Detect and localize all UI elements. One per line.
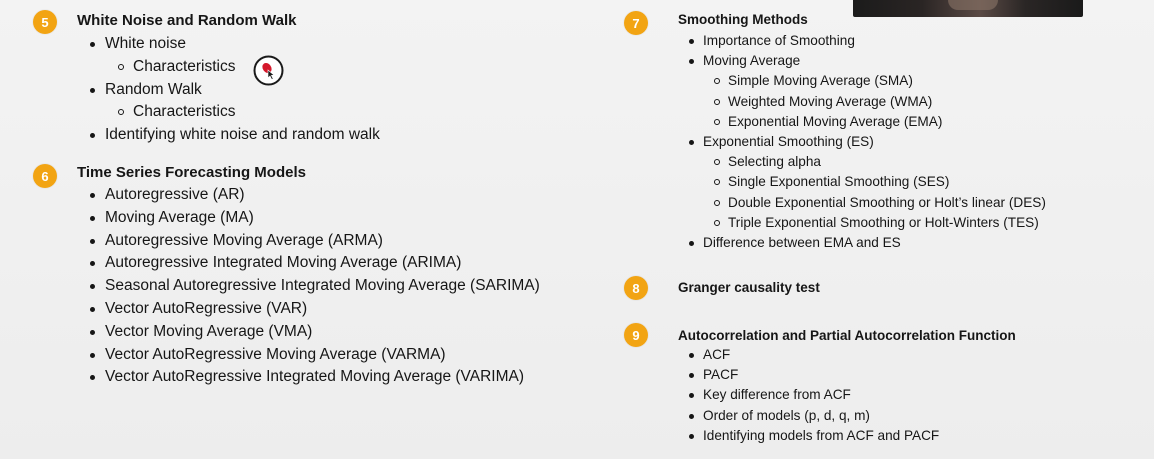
list-item (678, 51, 1046, 132)
webcam-overlay (853, 0, 1083, 17)
list-item-label: Autoregressive Moving Average (ARMA) (105, 231, 383, 249)
section-title: Time Series Forecasting Models (77, 164, 306, 181)
section-number-badge: 7 (624, 11, 648, 35)
sub-list (105, 101, 380, 124)
sub-list (105, 56, 380, 79)
list-item-label: Moving Average (703, 53, 801, 69)
section-number-badge: 6 (33, 164, 57, 188)
list-item-label: PACF (703, 367, 739, 383)
highlight-pointer-icon (253, 55, 284, 86)
list-item (678, 385, 939, 405)
list-item (678, 345, 939, 365)
list-item-label: Autoregressive (AR) (105, 186, 245, 203)
section-7-list (678, 31, 1046, 253)
section-number-badge: 8 (624, 276, 648, 300)
list-item-label: Autoregressive Integrated Moving Average (ARIMA) (105, 254, 462, 272)
list-item-label: Seasonal Autoregressive Integrated Moving Average (SARIMA) (105, 277, 540, 295)
list-item (77, 184, 540, 207)
sub-list-item: Double Exponential Smoothing or Holt’s linear (DES) (703, 193, 1046, 213)
sub-list-item: Triple Exponential Smoothing or Holt-Winters (TES) (703, 213, 1046, 233)
list-item (678, 406, 939, 426)
list-item-label: Vector AutoRegressive (VAR) (105, 299, 308, 317)
section-number-badge: 5 (33, 10, 57, 34)
list-item (678, 365, 939, 385)
list-item (678, 426, 939, 446)
section-number-badge: 9 (624, 323, 648, 347)
list-item-label: Identifying white noise and random walk (105, 126, 380, 144)
list-item-label: White noise (105, 35, 186, 52)
list-item (77, 79, 380, 125)
list-item (678, 132, 1046, 233)
list-item (77, 321, 540, 344)
list-item-label: Vector Moving Average (VMA) (105, 322, 313, 340)
list-item-label: Vector AutoRegressive Integrated Moving Average (VARIMA) (105, 368, 524, 386)
sub-list-item: Characteristics (105, 101, 380, 124)
sub-list-item: Characteristics (105, 56, 380, 79)
list-item-label: Key difference from ACF (703, 387, 851, 403)
sub-list-item: Simple Moving Average (SMA) (703, 71, 1046, 91)
list-item (77, 298, 540, 321)
list-item (77, 207, 540, 230)
section-6-list (77, 184, 540, 389)
list-item (678, 233, 1046, 253)
webcam-highlight (948, 0, 998, 10)
sub-list-item: Selecting alpha (703, 152, 1046, 172)
list-item-label: ACF (703, 347, 731, 362)
sub-list-item: Single Exponential Smoothing (SES) (703, 172, 1046, 192)
list-item (77, 275, 540, 298)
sub-list-item: Exponential Moving Average (EMA) (703, 112, 1046, 132)
list-item-label: Moving Average (MA) (105, 208, 254, 226)
sub-list (703, 71, 1046, 132)
list-item-label: Identifying models from ACF and PACF (703, 427, 940, 443)
section-title: Autocorrelation and Partial Autocorrelation Function (678, 328, 1016, 343)
section-title: White Noise and Random Walk (77, 12, 297, 29)
list-item-label: Difference between EMA and ES (703, 235, 901, 251)
section-9-list (678, 345, 939, 446)
list-item-label: Vector AutoRegressive Moving Average (VARMA) (105, 345, 446, 363)
section-5-list (77, 33, 380, 147)
list-item-label: Random Walk (105, 80, 202, 98)
section-title: Smoothing Methods (678, 12, 808, 27)
list-item-label: Exponential Smoothing (ES) (703, 134, 874, 150)
sub-list (703, 152, 1046, 233)
sub-list-item: Weighted Moving Average (WMA) (703, 92, 1046, 112)
list-item (77, 230, 540, 253)
list-item (678, 31, 1046, 51)
list-item (77, 366, 540, 389)
list-item-label: Order of models (p, d, q, m) (703, 407, 870, 423)
list-item (77, 252, 540, 275)
section-title: Granger causality test (678, 280, 820, 295)
list-item-label: Importance of Smoothing (703, 33, 855, 48)
list-item (77, 344, 540, 367)
list-item (77, 124, 380, 147)
list-item (77, 33, 380, 79)
